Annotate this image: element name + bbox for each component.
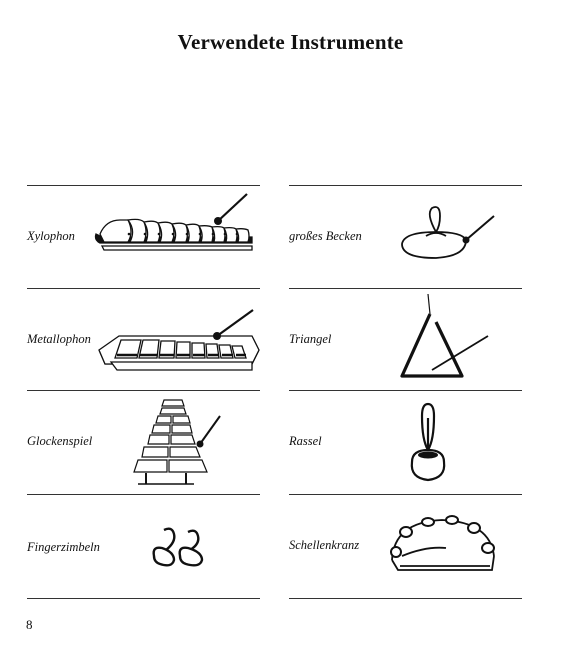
instrument-label-schellenkranz: Schellenkranz <box>289 538 360 552</box>
divider <box>27 598 260 599</box>
divider <box>289 598 522 599</box>
instrument-label-grosses-becken: großes Becken <box>289 229 362 243</box>
cymbal-icon <box>396 202 496 266</box>
instrument-label-rassel: Rassel <box>289 434 322 448</box>
divider <box>289 185 522 186</box>
triangle-icon <box>392 292 492 384</box>
tambourine-icon <box>386 508 501 580</box>
metallophone-icon <box>97 306 262 378</box>
instrument-label-xylophon: Xylophon <box>27 229 75 243</box>
rattle-icon <box>404 400 454 486</box>
finger-cymbals-icon <box>150 524 216 570</box>
instrument-label-metallophon: Metallophon <box>27 332 91 346</box>
divider <box>289 494 522 495</box>
divider <box>27 390 260 391</box>
glockenspiel-icon <box>128 394 223 494</box>
page-number: 8 <box>26 617 33 632</box>
instrument-label-triangel: Triangel <box>289 332 332 346</box>
page-title: Verwendete Instrumente <box>177 30 404 54</box>
divider <box>27 494 260 495</box>
divider <box>27 185 260 186</box>
divider <box>27 288 260 289</box>
divider <box>289 390 522 391</box>
instrument-label-glockenspiel: Glockenspiel <box>27 434 93 448</box>
instrument-label-fingerzimbeln: Fingerzimbeln <box>27 540 100 554</box>
xylophone-icon <box>92 190 257 265</box>
divider <box>289 288 522 289</box>
